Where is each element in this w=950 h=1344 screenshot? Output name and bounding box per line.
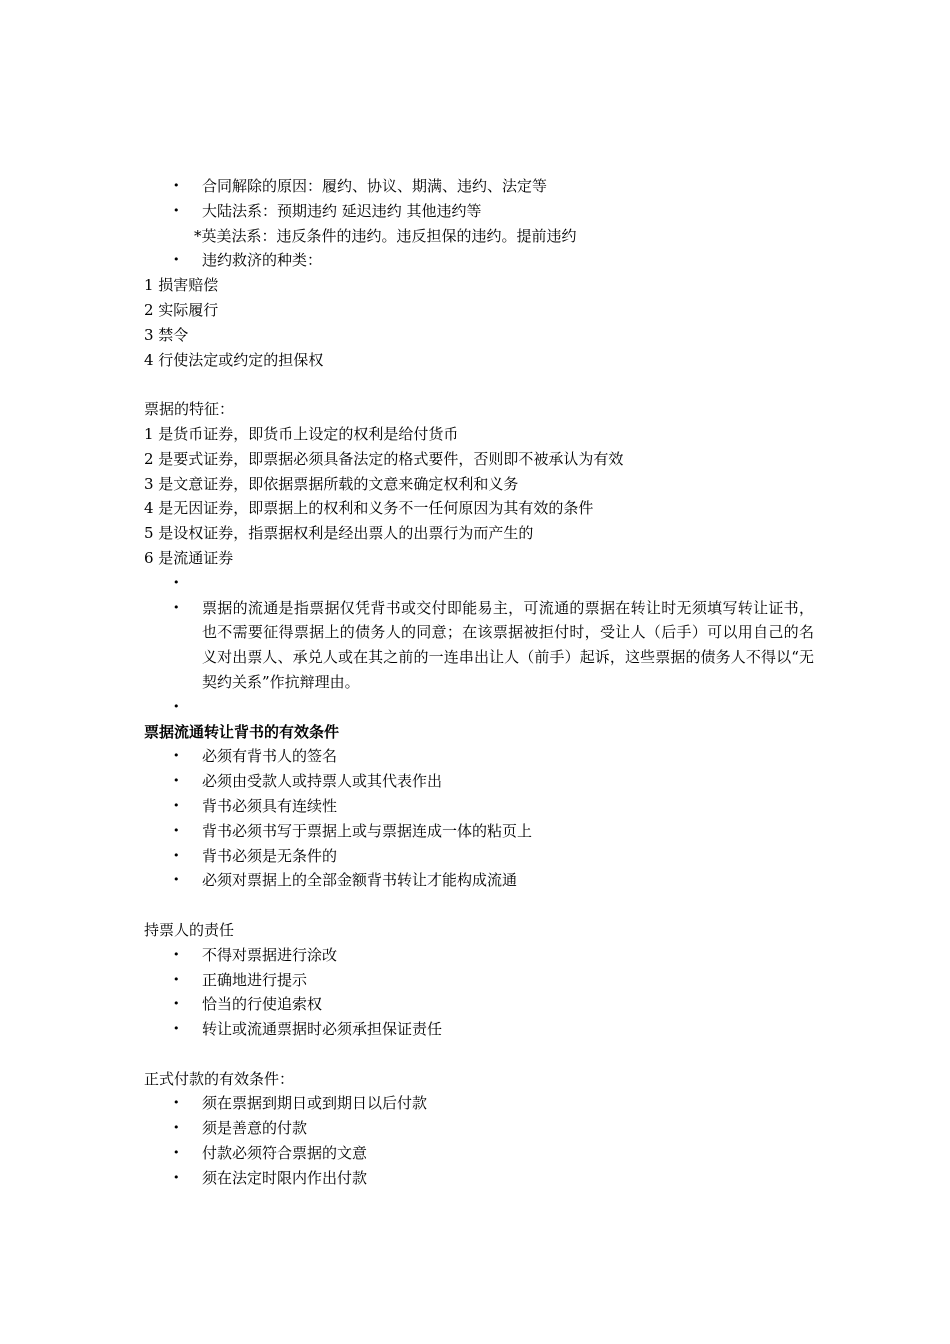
feature-item: 5 是设权证券，指票据权利是经出票人的出票行为而产生的 — [144, 524, 534, 543]
feature-item: 4 是无因证券，即票据上的权利和义务不一任何原因为其有效的条件 — [144, 499, 594, 518]
list-item — [144, 844, 814, 869]
remedy-item: 1 损害赔偿 — [144, 276, 219, 295]
bullet-icon: • — [173, 972, 180, 986]
endorsement-heading: 票据流通转让背书的有效条件 — [144, 722, 340, 741]
list-item — [144, 943, 814, 968]
holder-duty: 不得对票据进行涂改 — [202, 945, 338, 964]
bullet-icon: • — [173, 947, 180, 961]
bullet-icon: • — [173, 179, 180, 192]
list-item — [144, 868, 814, 893]
list-item — [144, 1166, 814, 1191]
endorsement-condition: 背书必须是无条件的 — [202, 846, 338, 865]
list-item — [144, 1141, 814, 1166]
endorsement-condition: 必须有背书人的签名 — [202, 747, 338, 766]
list-item — [144, 819, 814, 844]
bullet-icon: • — [173, 203, 180, 217]
remedy-heading: 违约救济的种类： — [202, 251, 323, 270]
document-page — [144, 174, 814, 1191]
feature-item: 6 是流通证券 — [144, 548, 234, 567]
list-item — [144, 1091, 814, 1116]
feature-item: 3 是文意证券，即依据票据所载的文意来确定权利和义务 — [144, 474, 519, 493]
spacer — [144, 1042, 814, 1067]
holder-heading: 持票人的责任 — [144, 920, 235, 939]
remedy-item: 3 禁令 — [144, 325, 189, 344]
holder-duty: 正确地进行提示 — [202, 970, 308, 989]
bullet-icon: • — [173, 798, 180, 812]
feature-item: 2 是要式证券，即票据必须具备法定的格式要件，否则即不被承认为有效 — [144, 449, 624, 468]
payment-condition: 须是善意的付款 — [202, 1119, 308, 1138]
bullet-icon: • — [173, 253, 180, 267]
list-item — [144, 968, 814, 993]
feature-item: 1 是货币证券，即货币上设定的权利是给付货币 — [144, 424, 459, 443]
contract-termination-reasons: 合同解除的原因：履约、协议、期满、违约、法定等 — [202, 177, 548, 195]
holder-duty: 转让或流通票据时必须承担保证责任 — [202, 1020, 443, 1039]
bullet-icon: • — [173, 1170, 180, 1184]
bullet-icon: • — [173, 699, 180, 713]
endorsement-condition: 必须由受款人或持票人或其代表作出 — [202, 772, 443, 791]
circulation-paragraph: 票据的流通是指票据仅凭背书或交付即能易主，可流通的票据在转让时无须填写转让证书，也不需要征得票据上的债务人的同意；在该票据被拒付时，受让人（后手）可以用自己的名义对出票人、承兑人或在其之前的一连串出让人（前手）起诉，这些票据的债务人不得以“无契约关系”作抗辩理由。 — [202, 598, 814, 691]
bullet-icon: • — [173, 848, 180, 862]
bullet-icon: • — [173, 1146, 180, 1160]
empty-list-item — [144, 695, 814, 720]
endorsement-condition: 必须对票据上的全部金额背书转让才能构成流通 — [202, 871, 518, 890]
payment-condition: 付款必须符合票据的文意 — [202, 1144, 368, 1163]
list-item — [144, 199, 814, 224]
bullet-icon: • — [173, 749, 180, 763]
spacer — [144, 372, 814, 397]
list-item — [144, 1116, 814, 1141]
holder-duty: 恰当的行使追索权 — [202, 995, 323, 1014]
bullet-icon: • — [173, 1022, 180, 1036]
bullet-icon: • — [173, 823, 180, 837]
bullet-icon: • — [173, 873, 180, 887]
bullet-icon: • — [173, 774, 180, 788]
features-heading: 票据的特征： — [144, 400, 235, 419]
empty-list-item — [144, 571, 814, 596]
endorsement-condition: 背书必须书写于票据上或与票据连成一体的粘页上 — [202, 821, 533, 840]
list-item — [144, 992, 814, 1017]
remedy-item: 4 行使法定或约定的担保权 — [144, 350, 324, 369]
bullet-icon: • — [173, 600, 180, 614]
list-item — [144, 248, 814, 273]
civil-law-breach-types: 大陆法系：预期违约 延迟违约 其他违约等 — [202, 201, 482, 220]
endorsement-condition: 背书必须具有连续性 — [202, 796, 338, 815]
remedy-item: 2 实际履行 — [144, 300, 219, 319]
payment-condition: 须在票据到期日或到期日以后付款 — [202, 1094, 428, 1113]
payment-condition: 须在法定时限内作出付款 — [202, 1168, 368, 1187]
list-item — [144, 794, 814, 819]
list-item — [144, 1017, 814, 1042]
payment-heading: 正式付款的有效条件： — [144, 1069, 295, 1088]
spacer — [144, 893, 814, 918]
list-item — [144, 744, 814, 769]
bullet-icon: • — [173, 997, 180, 1011]
list-item — [144, 596, 814, 695]
bullet-icon: • — [173, 1121, 180, 1135]
bullet-icon: • — [173, 575, 180, 589]
list-item — [144, 769, 814, 794]
bullet-icon: • — [173, 1096, 180, 1110]
common-law-breach-types: *英美法系：违反条件的违约。违反担保的违约。提前违约 — [194, 226, 577, 245]
list-item — [144, 174, 814, 199]
